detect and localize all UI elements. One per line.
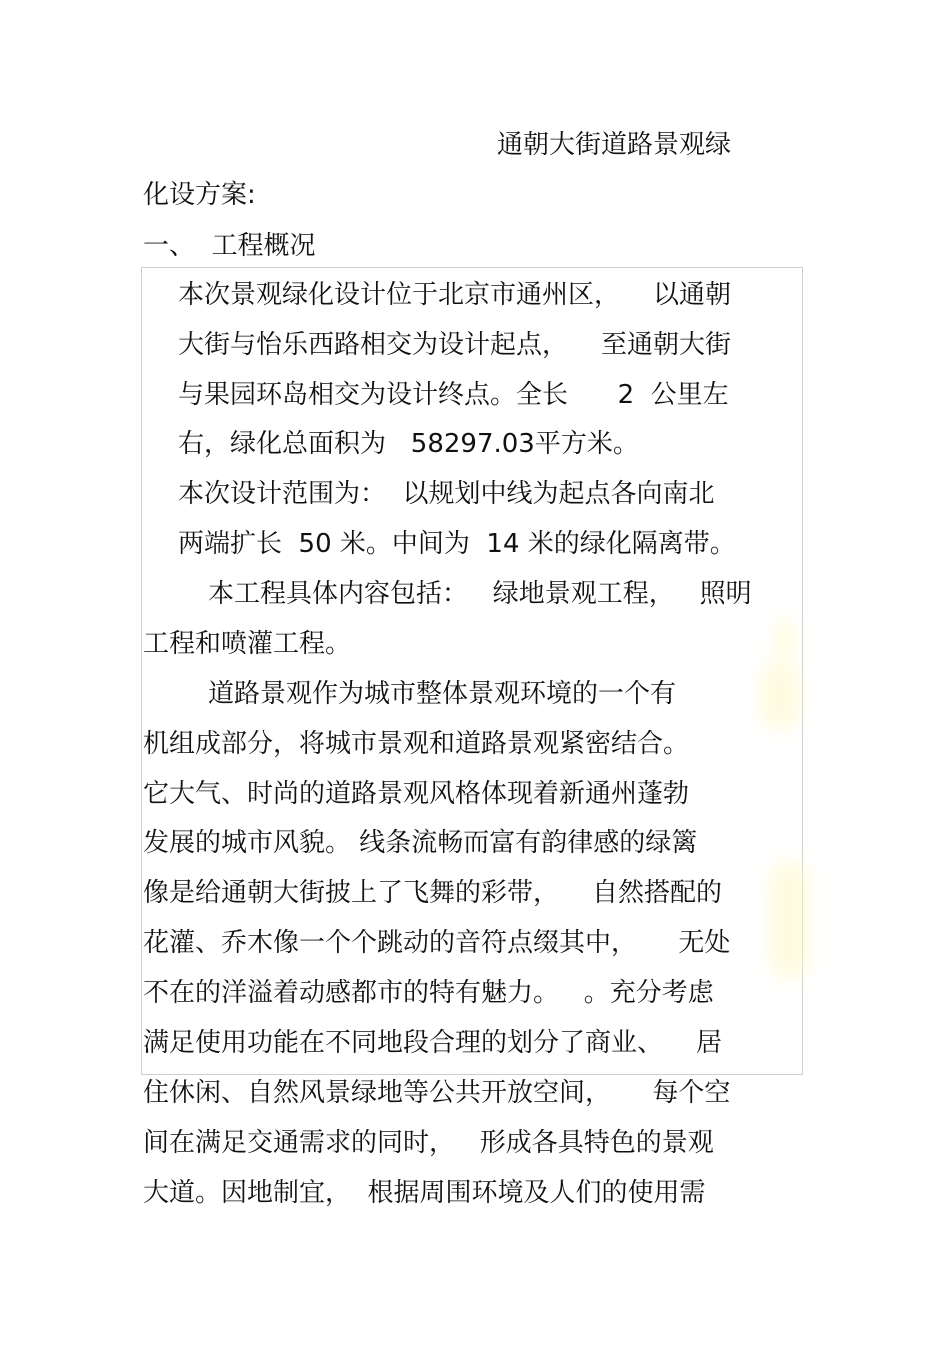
yellow-smudge bbox=[760, 660, 800, 730]
paragraph-line: 机组成部分，将城市景观和道路景观紧密结合。 bbox=[143, 729, 690, 759]
title-line-1: 通朝大街道路景观绿 bbox=[497, 130, 732, 160]
paragraph-line: 不在的洋溢着动感都市的特有魅力。 。充分考虑 bbox=[143, 978, 714, 1008]
yellow-smudge bbox=[775, 620, 795, 660]
paragraph-line: 本工程具体内容包括： 绿地景观工程， 照明 bbox=[208, 579, 752, 609]
paragraph-line: 像是给通朝大街披上了飞舞的彩带， 自然搭配的 bbox=[143, 878, 723, 908]
paragraph-line: 与果园环岛相交为设计终点。全长 2 公里左 bbox=[178, 380, 729, 410]
yellow-smudge bbox=[770, 860, 810, 980]
paragraph-line: 大道。因地制宜， 根据周围环境及人们的使用需 bbox=[143, 1178, 706, 1208]
paragraph-line: 大街与怡乐西路相交为设计起点， 至通朝大街 bbox=[178, 330, 732, 360]
paragraph-line: 花灌、乔木像一个个跳动的音符点缀其中， 无处 bbox=[143, 928, 731, 958]
paragraph-line: 两端扩长 50 米。中间为 14 米的绿化隔离带。 bbox=[178, 529, 736, 559]
paragraph-line: 发展的城市风貌。 线条流畅而富有韵律感的绿篱 bbox=[143, 828, 698, 858]
title-line-2: 化设方案: bbox=[143, 180, 256, 210]
paragraph-line: 右，绿化总面积为 58297.03平方米。 bbox=[178, 429, 639, 459]
paragraph-line: 满足使用功能在不同地段合理的划分了商业、 居 bbox=[143, 1028, 723, 1058]
paragraph-line: 它大气、时尚的道路景观风格体现着新通州蓬勃 bbox=[143, 779, 690, 809]
paragraph-line: 工程和喷灌工程。 bbox=[143, 629, 352, 659]
paragraph-line: 住休闲、自然风景绿地等公共开放空间， 每个空 bbox=[143, 1078, 731, 1108]
paragraph-line: 本次景观绿化设计位于北京市通州区， 以通朝 bbox=[178, 280, 732, 310]
paragraph-line: 本次设计范围为： 以规划中线为起点各向南北 bbox=[178, 479, 715, 509]
paragraph-line: 道路景观作为城市整体景观环境的一个有 bbox=[208, 679, 677, 709]
section-heading: 一、 工程概况 bbox=[143, 231, 316, 261]
paragraph-line: 间在满足交通需求的同时， 形成各具特色的景观 bbox=[143, 1128, 714, 1158]
